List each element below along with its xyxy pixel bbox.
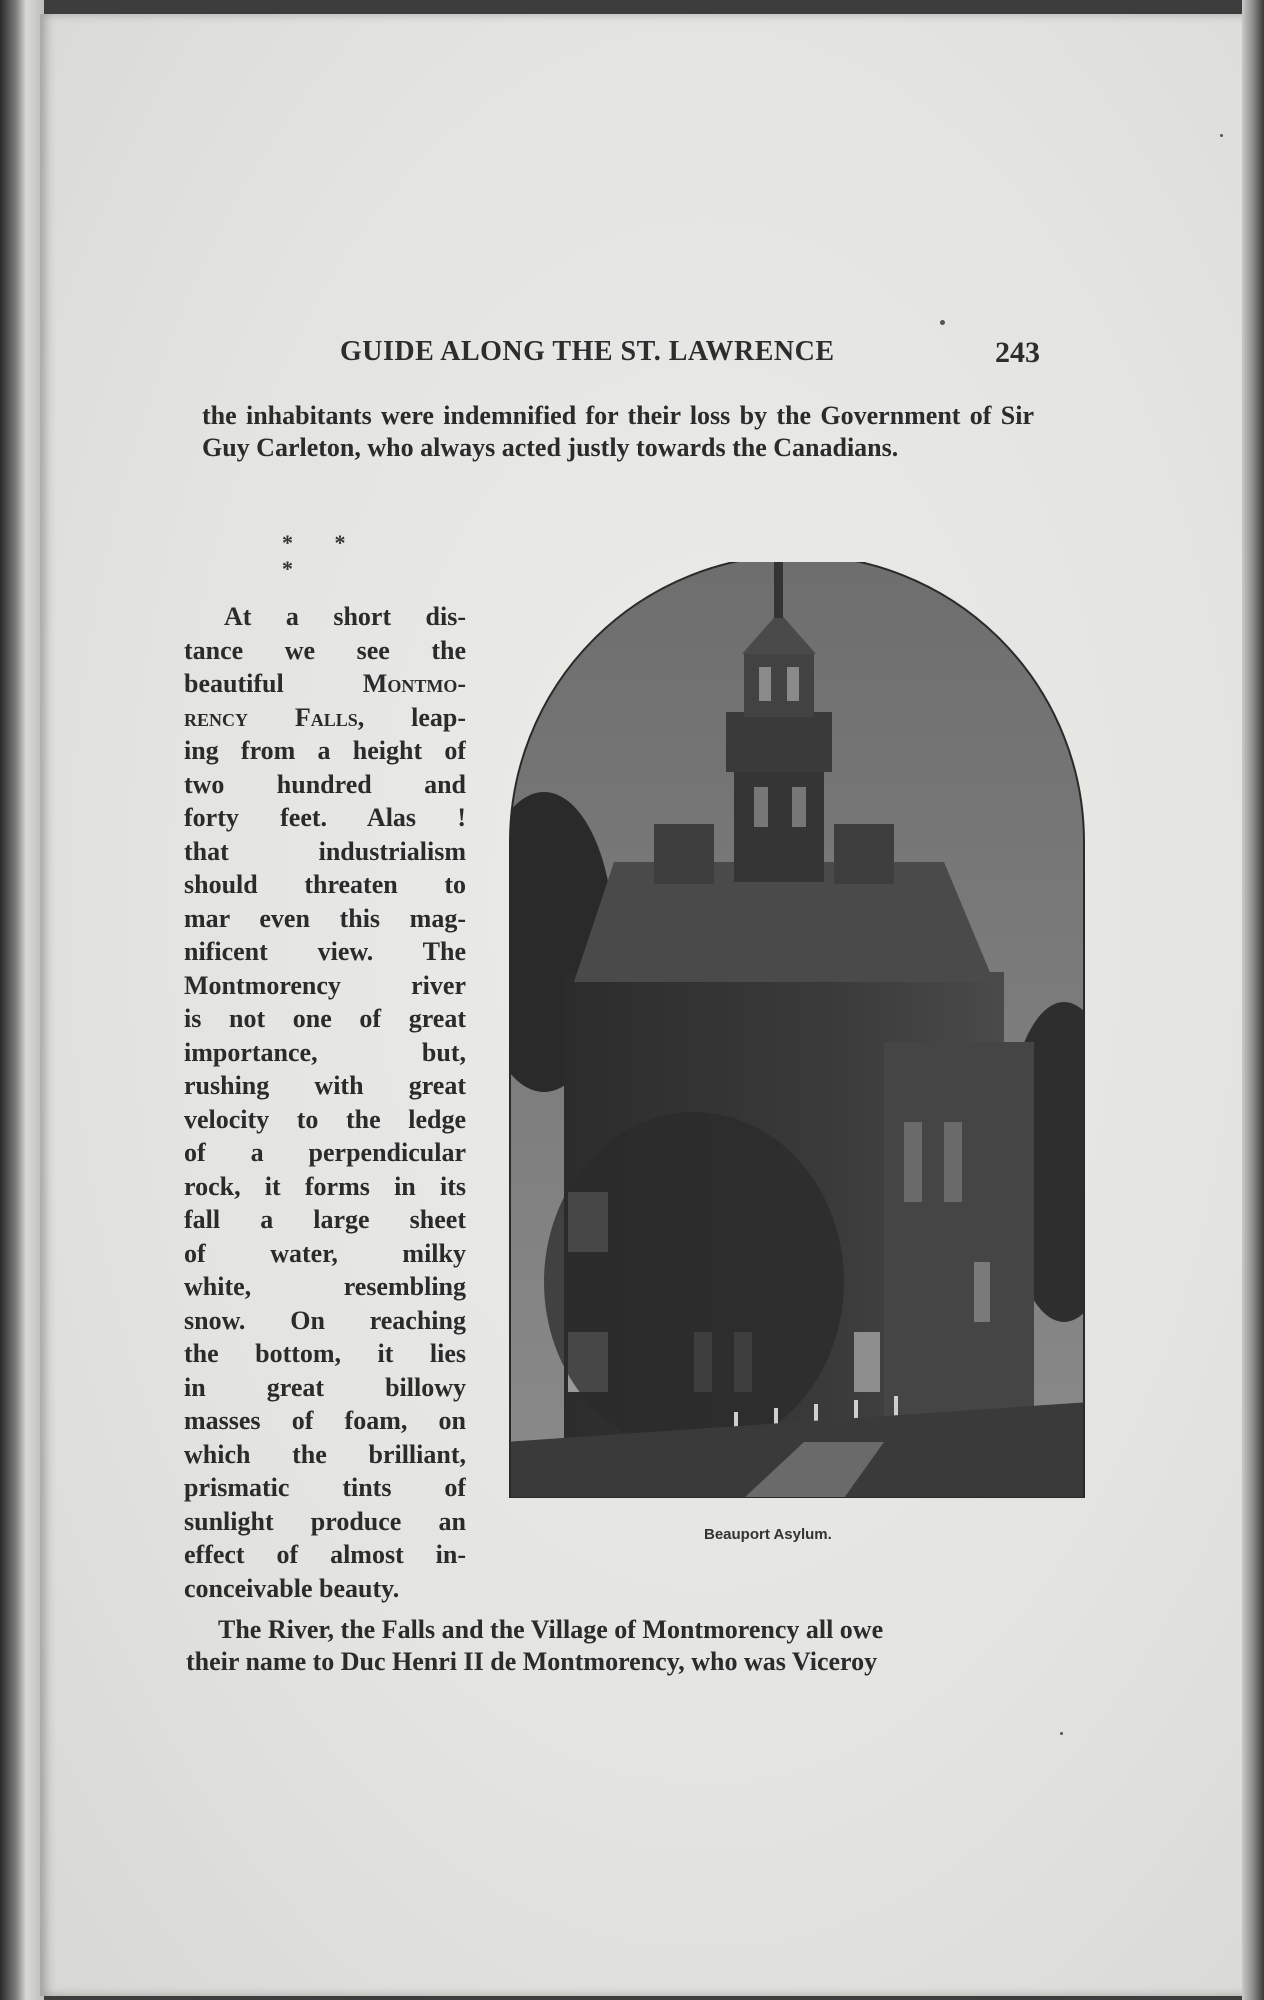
text-line: prismatic tints of — [184, 1473, 466, 1502]
text-line: masses of foam, on — [184, 1406, 466, 1435]
figure-photo — [504, 562, 1090, 1498]
text-line — [184, 701, 466, 735]
text-line: that industrialism — [184, 836, 466, 866]
figure-caption: Beauport Asylum. — [704, 1526, 832, 1543]
page-header — [340, 336, 1040, 376]
text-line: the bottom, it lies — [184, 1339, 466, 1368]
text-line: tance we see the — [184, 635, 466, 665]
ink-speck — [1220, 134, 1223, 137]
text-line: of water, milky — [184, 1238, 466, 1268]
text-line — [184, 667, 466, 701]
text-line: The River, the Falls and the Village of Montmorency all owe — [218, 1615, 884, 1644]
text-line: importance, but, — [184, 1037, 466, 1067]
text-span: leap- — [364, 702, 466, 732]
building-photo-image — [504, 562, 1090, 1498]
text-line: snow. On reaching — [184, 1305, 466, 1335]
left-page-edge — [0, 0, 44, 2000]
text-span: beautiful — [184, 669, 363, 698]
text-line: in great billowy — [184, 1372, 466, 1402]
small-caps-span: rency Falls, — [184, 702, 365, 732]
text-line: ing from a height of — [184, 736, 466, 765]
text-line: At a short dis- — [224, 602, 466, 631]
text-line: of a perpendicular — [184, 1138, 466, 1167]
text-line: forty feet. Alas ! — [184, 803, 466, 832]
text-line: conceivable beauty. — [184, 1573, 400, 1603]
text-line: two hundred and — [184, 769, 466, 799]
text-line: mar even this mag- — [184, 903, 466, 933]
paragraph-top: the inhabitants were indemnified for their loss by the Government of Sir Guy Carleton, who always acted justly towards the Canadians. — [202, 401, 1034, 462]
text-line: rushing with great — [184, 1071, 466, 1100]
page-number: 243 — [995, 336, 1040, 369]
text-line: should threaten to — [184, 870, 466, 899]
right-page-edge — [1242, 0, 1264, 2000]
text-line: which the brilliant, — [184, 1439, 466, 1469]
section-separator: * * * — [282, 530, 364, 581]
side-column-text — [184, 600, 466, 1605]
text-line: nificent view. The — [184, 937, 466, 966]
text-line: rock, it forms in its — [184, 1171, 466, 1201]
text-line: effect of almost in- — [184, 1540, 466, 1569]
ink-speck — [1060, 1732, 1063, 1735]
text-line: Montmorency river — [184, 970, 466, 1000]
text-line: fall a large sheet — [184, 1205, 466, 1234]
paragraph-bottom — [186, 1614, 1018, 1678]
text-line: their name to Duc Henri II de Montmorency, who was Viceroy — [186, 1647, 878, 1676]
small-caps-span: Montmo- — [362, 669, 466, 698]
running-title: GUIDE ALONG THE ST. LAWRENCE — [340, 336, 835, 367]
text-line: is not one of great — [184, 1004, 466, 1033]
text-line: white, resembling — [184, 1272, 466, 1301]
ink-speck — [940, 320, 945, 325]
text-line: sunlight produce an — [184, 1506, 466, 1536]
text-line: velocity to the ledge — [184, 1104, 466, 1134]
